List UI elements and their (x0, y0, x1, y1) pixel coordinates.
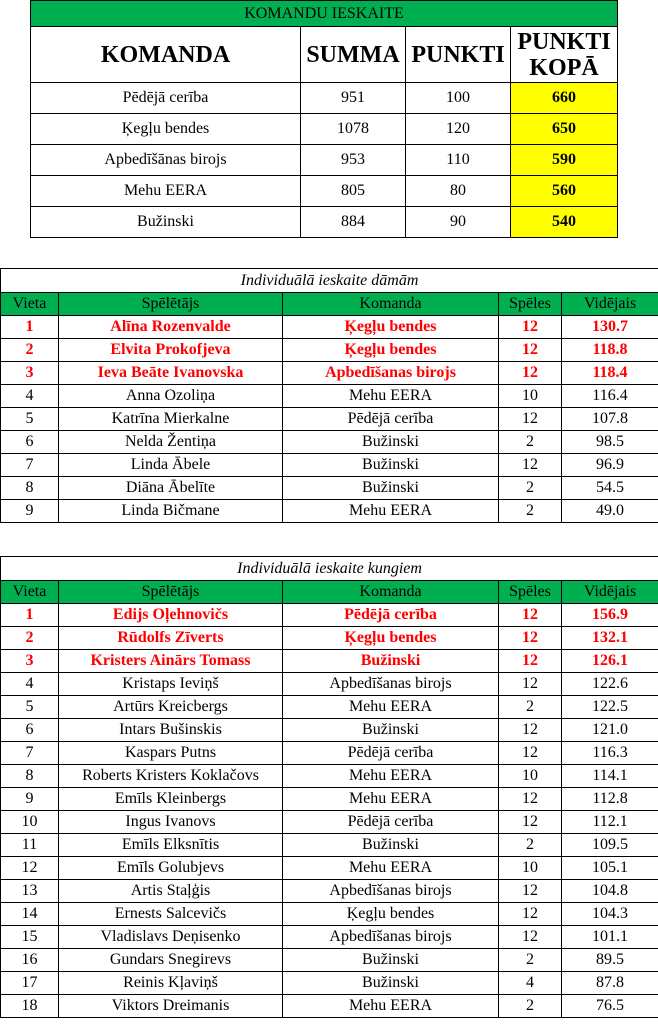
women-player-row (1, 385, 658, 408)
games-cell: 12 (499, 811, 562, 834)
men-player-row (1, 604, 658, 627)
place-cell: 3 (1, 650, 59, 673)
header-speletajs: Spēlētājs (59, 581, 283, 604)
games-cell: 12 (499, 880, 562, 903)
women-player-row (1, 362, 658, 385)
average-cell: 107.8 (562, 408, 658, 431)
place-cell: 9 (1, 500, 59, 523)
place-cell: 12 (1, 857, 59, 880)
games-cell: 12 (499, 604, 562, 627)
games-cell: 2 (499, 834, 562, 857)
place-cell: 5 (1, 408, 59, 431)
team-table-title: KOMANDU IESKAITE (31, 1, 618, 27)
place-cell: 6 (1, 719, 59, 742)
team-row (31, 176, 618, 207)
team-row (31, 83, 618, 114)
average-cell: 101.1 (562, 926, 658, 949)
team-sum-cell: 953 (301, 145, 406, 176)
player-team-cell: Bužinski (283, 454, 499, 477)
games-cell: 2 (499, 500, 562, 523)
women-standings-table (0, 268, 658, 523)
average-cell: 76.5 (562, 995, 658, 1018)
player-team-cell: Bužinski (283, 719, 499, 742)
team-sum-cell: 1078 (301, 114, 406, 145)
player-team-cell: Mehu EERA (283, 857, 499, 880)
team-points-cell: 120 (406, 114, 511, 145)
player-team-cell: Apbedīšanas birojs (283, 926, 499, 949)
average-cell: 122.5 (562, 696, 658, 719)
player-name-cell: Artūrs Kreicbergs (59, 696, 283, 719)
team-title-row (31, 1, 618, 27)
team-total-cell: 660 (511, 83, 618, 114)
women-player-row (1, 477, 658, 500)
player-team-cell: Bužinski (283, 431, 499, 454)
team-total-cell: 650 (511, 114, 618, 145)
average-cell: 54.5 (562, 477, 658, 500)
place-cell: 15 (1, 926, 59, 949)
place-cell: 11 (1, 834, 59, 857)
header-komanda: KOMANDA (31, 27, 301, 83)
men-player-row (1, 650, 658, 673)
men-player-row (1, 765, 658, 788)
average-cell: 116.3 (562, 742, 658, 765)
player-name-cell: Ingus Ivanovs (59, 811, 283, 834)
men-player-row (1, 972, 658, 995)
team-header-row (31, 27, 618, 83)
games-cell: 12 (499, 339, 562, 362)
team-sum-cell: 951 (301, 83, 406, 114)
player-team-cell: Apbedīšanas birojs (283, 880, 499, 903)
player-name-cell: Emīls Elksnītis (59, 834, 283, 857)
average-cell: 132.1 (562, 627, 658, 650)
team-total-cell: 590 (511, 145, 618, 176)
men-header-row (1, 581, 658, 604)
average-cell: 156.9 (562, 604, 658, 627)
games-cell: 12 (499, 673, 562, 696)
place-cell: 18 (1, 995, 59, 1018)
games-cell: 2 (499, 477, 562, 500)
player-team-cell: Bužinski (283, 949, 499, 972)
player-name-cell: Rūdolfs Zīverts (59, 627, 283, 650)
player-team-cell: Pēdējā cerība (283, 604, 499, 627)
games-cell: 2 (499, 696, 562, 719)
place-cell: 2 (1, 339, 59, 362)
women-player-row (1, 454, 658, 477)
player-name-cell: Linda Bičmane (59, 500, 283, 523)
games-cell: 10 (499, 765, 562, 788)
header-punkti: PUNKTI (406, 27, 511, 83)
games-cell: 2 (499, 995, 562, 1018)
team-points-cell: 100 (406, 83, 511, 114)
men-player-row (1, 834, 658, 857)
player-team-cell: Bužinski (283, 477, 499, 500)
place-cell: 3 (1, 362, 59, 385)
place-cell: 13 (1, 880, 59, 903)
player-team-cell: Bužinski (283, 972, 499, 995)
place-cell: 4 (1, 385, 59, 408)
player-name-cell: Artis Staļģis (59, 880, 283, 903)
player-name-cell: Viktors Dreimanis (59, 995, 283, 1018)
average-cell: 130.7 (562, 316, 658, 339)
place-cell: 1 (1, 604, 59, 627)
player-team-cell: Apbedīšanas birojs (283, 362, 499, 385)
games-cell: 2 (499, 431, 562, 454)
player-name-cell: Anna Ozoliņa (59, 385, 283, 408)
player-name-cell: Linda Ābele (59, 454, 283, 477)
player-team-cell: Bužinski (283, 834, 499, 857)
place-cell: 7 (1, 742, 59, 765)
average-cell: 122.6 (562, 673, 658, 696)
place-cell: 9 (1, 788, 59, 811)
place-cell: 16 (1, 949, 59, 972)
player-name-cell: Reinis Kļaviņš (59, 972, 283, 995)
games-cell: 12 (499, 788, 562, 811)
team-points-cell: 90 (406, 207, 511, 238)
header-komanda: Komanda (283, 293, 499, 316)
team-row (31, 114, 618, 145)
player-team-cell: Pēdējā cerība (283, 811, 499, 834)
player-team-cell: Bužinski (283, 650, 499, 673)
women-player-row (1, 500, 658, 523)
average-cell: 116.4 (562, 385, 658, 408)
games-cell: 12 (499, 362, 562, 385)
header-komanda: Komanda (283, 581, 499, 604)
place-cell: 17 (1, 972, 59, 995)
women-player-row (1, 316, 658, 339)
games-cell: 12 (499, 742, 562, 765)
games-cell: 12 (499, 408, 562, 431)
men-player-row (1, 880, 658, 903)
games-cell: 12 (499, 454, 562, 477)
player-name-cell: Intars Bušinskis (59, 719, 283, 742)
player-team-cell: Ķegļu bendes (283, 903, 499, 926)
player-name-cell: Katrīna Mierkalne (59, 408, 283, 431)
player-name-cell: Ernests Salcevičs (59, 903, 283, 926)
women-caption-row (1, 269, 658, 293)
player-name-cell: Kaspars Putns (59, 742, 283, 765)
player-team-cell: Mehu EERA (283, 500, 499, 523)
player-name-cell: Alīna Rozenvalde (59, 316, 283, 339)
average-cell: 98.5 (562, 431, 658, 454)
header-speletajs: Spēlētājs (59, 293, 283, 316)
player-team-cell: Ķegļu bendes (283, 627, 499, 650)
place-cell: 8 (1, 477, 59, 500)
average-cell: 118.8 (562, 339, 658, 362)
team-sum-cell: 805 (301, 176, 406, 207)
player-team-cell: Apbedīšanas birojs (283, 673, 499, 696)
player-team-cell: Mehu EERA (283, 765, 499, 788)
men-player-row (1, 627, 658, 650)
games-cell: 10 (499, 857, 562, 880)
average-cell: 118.4 (562, 362, 658, 385)
team-name-cell: Apbedīšānas birojs (31, 145, 301, 176)
team-name-cell: Mehu EERA (31, 176, 301, 207)
team-total-cell: 540 (511, 207, 618, 238)
games-cell: 12 (499, 903, 562, 926)
average-cell: 104.3 (562, 903, 658, 926)
team-standings-table (30, 0, 618, 238)
team-points-cell: 80 (406, 176, 511, 207)
men-player-row (1, 788, 658, 811)
average-cell: 49.0 (562, 500, 658, 523)
men-player-row (1, 742, 658, 765)
women-header-row (1, 293, 658, 316)
team-name-cell: Ķegļu bendes (31, 114, 301, 145)
men-player-row (1, 903, 658, 926)
team-total-cell: 560 (511, 176, 618, 207)
team-row (31, 207, 618, 238)
player-name-cell: Edijs Oļehnovičs (59, 604, 283, 627)
header-punkti-kopa: PUNKTI KOPĀ (511, 27, 618, 83)
place-cell: 14 (1, 903, 59, 926)
men-player-row (1, 926, 658, 949)
place-cell: 8 (1, 765, 59, 788)
player-team-cell: Mehu EERA (283, 788, 499, 811)
header-videjais: Vidējais (562, 581, 658, 604)
header-vieta: Vieta (1, 581, 59, 604)
player-name-cell: Gundars Snegirevs (59, 949, 283, 972)
men-player-row (1, 719, 658, 742)
men-standings-table (0, 556, 658, 1018)
place-cell: 4 (1, 673, 59, 696)
men-table-caption: Individuālā ieskaite kungiem (1, 557, 658, 581)
average-cell: 96.9 (562, 454, 658, 477)
games-cell: 12 (499, 926, 562, 949)
player-name-cell: Emīls Golubjevs (59, 857, 283, 880)
place-cell: 2 (1, 627, 59, 650)
player-name-cell: Vladislavs Deņisenko (59, 926, 283, 949)
player-team-cell: Pēdējā cerība (283, 408, 499, 431)
average-cell: 126.1 (562, 650, 658, 673)
average-cell: 114.1 (562, 765, 658, 788)
player-team-cell: Mehu EERA (283, 385, 499, 408)
men-player-row (1, 696, 658, 719)
games-cell: 12 (499, 627, 562, 650)
games-cell: 12 (499, 650, 562, 673)
header-summa: SUMMA (301, 27, 406, 83)
team-name-cell: Bužinski (31, 207, 301, 238)
header-speles: Spēles (499, 581, 562, 604)
player-name-cell: Kristers Ainārs Tomass (59, 650, 283, 673)
player-team-cell: Ķegļu bendes (283, 339, 499, 362)
average-cell: 112.1 (562, 811, 658, 834)
average-cell: 104.8 (562, 880, 658, 903)
men-player-row (1, 811, 658, 834)
average-cell: 87.8 (562, 972, 658, 995)
team-row (31, 145, 618, 176)
player-name-cell: Elvita Prokofjeva (59, 339, 283, 362)
header-speles: Spēles (499, 293, 562, 316)
average-cell: 109.5 (562, 834, 658, 857)
team-points-cell: 110 (406, 145, 511, 176)
player-name-cell: Ieva Beāte Ivanovska (59, 362, 283, 385)
average-cell: 121.0 (562, 719, 658, 742)
men-player-row (1, 857, 658, 880)
women-player-row (1, 408, 658, 431)
average-cell: 105.1 (562, 857, 658, 880)
header-videjais: Vidējais (562, 293, 658, 316)
player-team-cell: Mehu EERA (283, 696, 499, 719)
player-team-cell: Ķegļu bendes (283, 316, 499, 339)
games-cell: 12 (499, 316, 562, 339)
games-cell: 10 (499, 385, 562, 408)
average-cell: 112.8 (562, 788, 658, 811)
games-cell: 12 (499, 719, 562, 742)
women-player-row (1, 339, 658, 362)
player-name-cell: Roberts Kristers Koklačovs (59, 765, 283, 788)
player-name-cell: Emīls Kleinbergs (59, 788, 283, 811)
player-team-cell: Mehu EERA (283, 995, 499, 1018)
place-cell: 6 (1, 431, 59, 454)
header-vieta: Vieta (1, 293, 59, 316)
games-cell: 2 (499, 949, 562, 972)
place-cell: 1 (1, 316, 59, 339)
place-cell: 5 (1, 696, 59, 719)
men-caption-row (1, 557, 658, 581)
place-cell: 10 (1, 811, 59, 834)
player-name-cell: Kristaps Ieviņš (59, 673, 283, 696)
player-team-cell: Pēdējā cerība (283, 742, 499, 765)
games-cell: 4 (499, 972, 562, 995)
women-player-row (1, 431, 658, 454)
men-player-row (1, 673, 658, 696)
women-table-caption: Individuālā ieskaite dāmām (1, 269, 658, 293)
men-player-row (1, 949, 658, 972)
player-name-cell: Diāna Ābelīte (59, 477, 283, 500)
team-sum-cell: 884 (301, 207, 406, 238)
player-name-cell: Nelda Žentiņa (59, 431, 283, 454)
average-cell: 89.5 (562, 949, 658, 972)
men-player-row (1, 995, 658, 1018)
team-name-cell: Pēdējā cerība (31, 83, 301, 114)
place-cell: 7 (1, 454, 59, 477)
